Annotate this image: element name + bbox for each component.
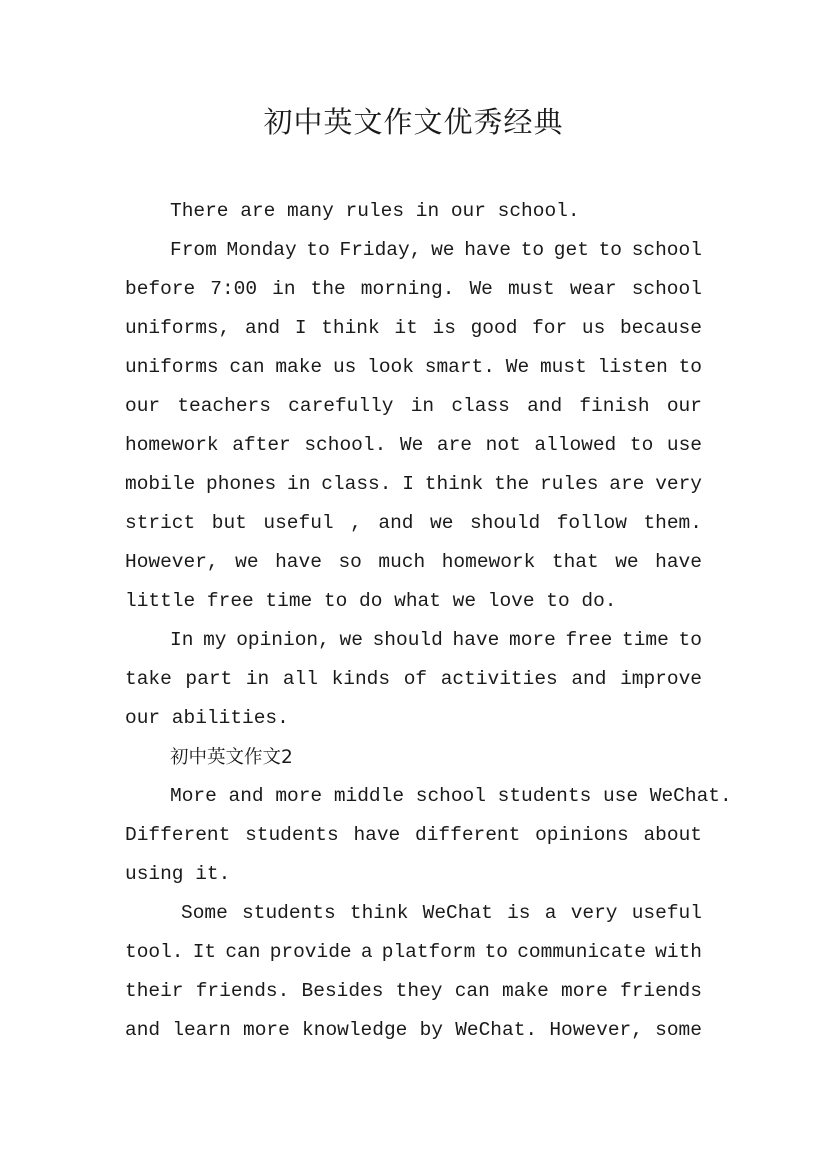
word: a xyxy=(544,902,557,924)
word: should xyxy=(372,629,443,651)
text-line xyxy=(125,1011,702,1050)
word: but xyxy=(211,512,247,534)
word: mobile xyxy=(125,473,196,495)
text-line xyxy=(125,309,702,348)
text-line xyxy=(125,231,702,270)
text-line xyxy=(125,816,702,855)
word: not xyxy=(485,434,521,456)
word: must xyxy=(539,356,587,378)
word: to xyxy=(598,239,622,261)
word: listen xyxy=(597,356,668,378)
word: Monday xyxy=(226,239,297,261)
word: before xyxy=(125,278,196,300)
text-line: More and more middle school students use WeChat. xyxy=(170,785,732,807)
word: useful xyxy=(631,902,702,924)
word: free xyxy=(565,629,613,651)
word: and xyxy=(125,1019,161,1041)
word: In xyxy=(170,629,194,651)
word: more xyxy=(509,629,556,651)
word: However, xyxy=(125,551,219,573)
word: much xyxy=(378,551,426,573)
word: take xyxy=(125,668,172,690)
word: students xyxy=(245,824,339,846)
word: We xyxy=(505,356,530,378)
word: us xyxy=(332,356,357,378)
word: We xyxy=(469,278,493,300)
word: smart. xyxy=(424,356,495,378)
word: We xyxy=(399,434,424,456)
section-heading: 初中英文作文2 xyxy=(170,747,293,768)
word: part xyxy=(185,668,233,690)
word: friends. xyxy=(195,980,290,1002)
word: and xyxy=(527,395,563,417)
word: our xyxy=(666,395,702,417)
word: they xyxy=(395,980,443,1002)
word: uniforms xyxy=(125,356,219,378)
word: allowed xyxy=(534,434,617,456)
word: is xyxy=(507,902,531,924)
word: opinion, xyxy=(236,629,330,651)
word: in xyxy=(287,473,311,495)
word: very xyxy=(655,473,702,495)
text-line xyxy=(125,426,702,465)
word: have xyxy=(452,629,500,651)
word: , xyxy=(350,512,362,534)
word: my xyxy=(203,629,227,651)
word: their xyxy=(125,980,184,1002)
text-line xyxy=(125,465,702,504)
document-title: 初中英文作文优秀经典 xyxy=(263,105,564,139)
word: some xyxy=(655,1019,702,1041)
text-line xyxy=(125,933,702,972)
word: we xyxy=(431,239,455,261)
word: make xyxy=(275,356,323,378)
word: of xyxy=(403,668,428,690)
word: for xyxy=(532,317,568,339)
word: think xyxy=(321,317,380,339)
text-line: little free time to do what we love to do. xyxy=(125,590,617,612)
word: uniforms, xyxy=(125,317,231,339)
word: Besides xyxy=(301,980,384,1002)
word: we xyxy=(615,551,639,573)
word: is xyxy=(432,317,456,339)
word: Friday, xyxy=(339,239,422,261)
word: after xyxy=(232,434,291,456)
word: the xyxy=(310,278,346,300)
word: very xyxy=(570,902,618,924)
word: phones xyxy=(206,473,277,495)
word: to xyxy=(520,239,545,261)
word: have xyxy=(655,551,702,573)
word: more xyxy=(561,980,608,1002)
word: and xyxy=(571,668,607,690)
word: communicate xyxy=(517,941,646,963)
word: learn xyxy=(172,1019,231,1041)
word: class. xyxy=(321,473,392,495)
word: Different xyxy=(125,824,231,846)
word: good xyxy=(470,317,518,339)
word: have xyxy=(275,551,322,573)
word: think xyxy=(349,902,409,924)
word: opinions xyxy=(535,824,629,846)
word: different xyxy=(415,824,521,846)
text-line xyxy=(125,972,702,1011)
word: a xyxy=(360,941,373,963)
word: However, xyxy=(549,1019,643,1041)
word: and xyxy=(378,512,414,534)
word: school. xyxy=(304,434,387,456)
word: can xyxy=(454,980,490,1002)
word: WeChat xyxy=(422,902,493,924)
word: rules xyxy=(539,473,599,495)
word: to xyxy=(629,434,654,456)
word: carefully xyxy=(288,395,394,417)
text-line xyxy=(125,348,702,387)
word: we xyxy=(235,551,259,573)
word: use xyxy=(666,434,702,456)
word: the xyxy=(494,473,530,495)
word: activities xyxy=(440,668,558,690)
word: provide xyxy=(269,941,352,963)
word: are xyxy=(436,434,473,456)
word: It xyxy=(192,941,217,963)
word: homework xyxy=(441,551,536,573)
word: teachers xyxy=(177,395,271,417)
text-line xyxy=(125,660,702,699)
word: are xyxy=(609,473,645,495)
word: get xyxy=(553,239,589,261)
text-line xyxy=(125,387,702,426)
word: because xyxy=(619,317,702,339)
word: school xyxy=(631,278,702,300)
word: that xyxy=(551,551,599,573)
word: kinds xyxy=(331,668,391,690)
word: have xyxy=(353,824,401,846)
word: to xyxy=(306,239,330,261)
word: platform xyxy=(381,941,476,963)
text-line: There are many rules in our school. xyxy=(170,200,580,222)
word: so xyxy=(338,551,362,573)
word: in xyxy=(272,278,296,300)
word: I xyxy=(402,473,414,495)
word: time xyxy=(622,629,669,651)
text-line xyxy=(125,504,702,543)
text-line xyxy=(125,543,702,582)
text-line xyxy=(125,621,702,660)
word: tool. xyxy=(125,941,184,963)
word: wear xyxy=(569,278,617,300)
word: and xyxy=(245,317,281,339)
word: homework xyxy=(125,434,219,456)
word: more xyxy=(243,1019,290,1041)
word: WeChat. xyxy=(455,1019,538,1041)
word: class xyxy=(451,395,510,417)
word: all xyxy=(282,668,318,690)
word: about xyxy=(643,824,702,846)
document-body xyxy=(125,192,732,1050)
word: school xyxy=(631,239,702,261)
word: to xyxy=(678,356,702,378)
word: in xyxy=(245,668,270,690)
word: think xyxy=(424,473,484,495)
word: in xyxy=(410,395,435,417)
word: us xyxy=(581,317,606,339)
word: knowledge xyxy=(302,1019,408,1041)
word: to xyxy=(678,629,702,651)
word: we xyxy=(430,512,454,534)
word: make xyxy=(502,980,549,1002)
word: morning. xyxy=(360,278,455,300)
word: improve xyxy=(620,668,702,690)
word: our xyxy=(125,395,161,417)
word: with xyxy=(655,941,702,963)
word: must xyxy=(507,278,555,300)
word: can xyxy=(229,356,265,378)
word: students xyxy=(242,902,336,924)
word: by xyxy=(419,1019,443,1041)
text-line xyxy=(125,894,702,933)
word: can xyxy=(225,941,261,963)
word: look xyxy=(367,356,414,378)
word: we xyxy=(339,629,363,651)
word: it xyxy=(394,317,418,339)
word: 7:00 xyxy=(210,278,258,300)
word: useful xyxy=(263,512,334,534)
text-line: using it. xyxy=(125,863,231,885)
word: to xyxy=(484,941,508,963)
word: From xyxy=(170,239,217,261)
word: should xyxy=(469,512,541,534)
word: have xyxy=(464,239,512,261)
word: strict xyxy=(125,512,196,534)
word: follow xyxy=(556,512,627,534)
word: Some xyxy=(181,902,228,924)
text-line: our abilities. xyxy=(125,707,289,729)
word: them. xyxy=(643,512,702,534)
word: finish xyxy=(579,395,650,417)
word: I xyxy=(294,317,307,339)
text-line xyxy=(125,270,702,309)
word: friends xyxy=(620,980,702,1002)
